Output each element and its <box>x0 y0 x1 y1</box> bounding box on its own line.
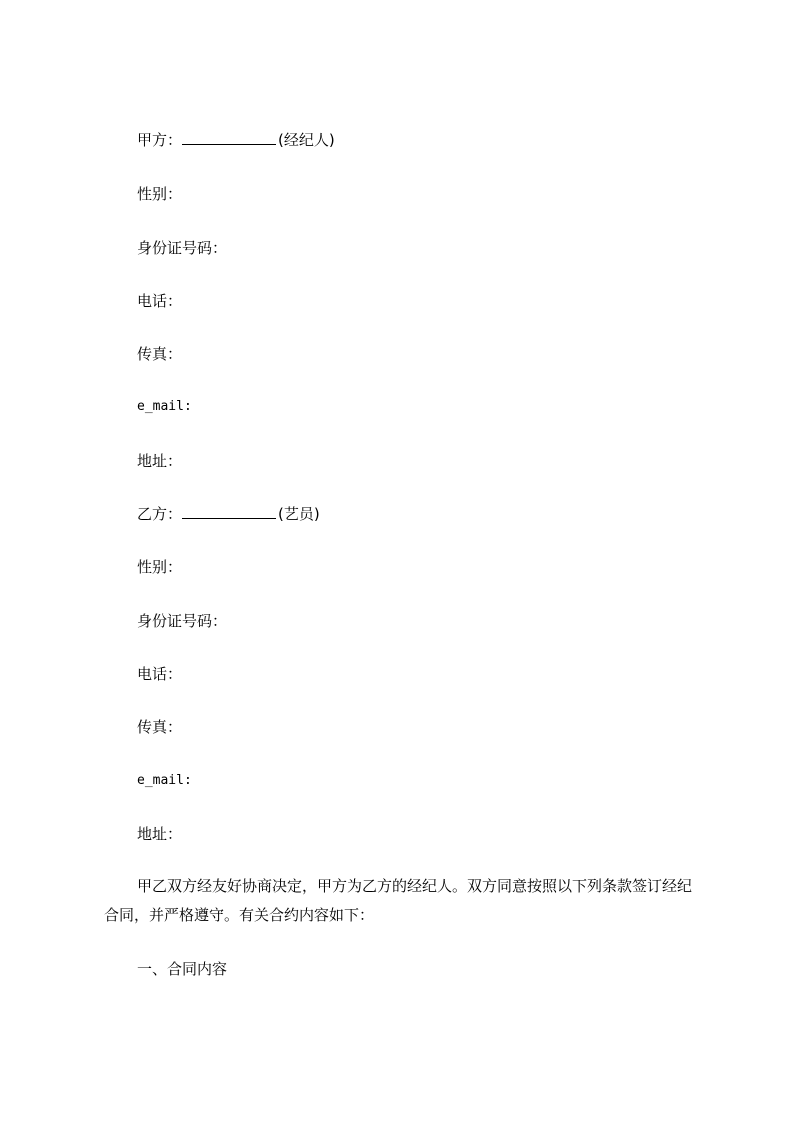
section-1-heading: 一、合同内容 <box>137 960 228 978</box>
party-b-label: 乙方： <box>137 505 183 523</box>
party-a-address-label: 地址： <box>137 452 183 470</box>
party-a-phone-label: 电话： <box>137 292 183 310</box>
party-a-fax-label: 传真： <box>137 345 183 363</box>
intro-paragraph: 甲乙双方经友好协商决定，甲方为乙方的经纪人。双方同意按照以下列条款签订经纪合同，并严格遵守。有关合约内容如下： <box>104 877 693 924</box>
party-a-role: (经纪人) <box>278 131 335 149</box>
party-a-id-label: 身份证号码： <box>137 239 228 257</box>
party-b-email-label: e_mail: <box>137 773 192 788</box>
party-b-fax-label: 传真： <box>137 718 183 736</box>
party-b-address-label: 地址： <box>137 825 183 843</box>
party-b-id-label: 身份证号码： <box>137 612 228 630</box>
party-b-gender-label: 性别： <box>137 558 183 576</box>
party-b-name-blank <box>182 505 276 519</box>
party-a-name-blank <box>182 131 276 145</box>
party-a-email-label: e_mail: <box>137 399 192 414</box>
party-a-line <box>137 131 335 149</box>
party-b-line <box>137 505 320 523</box>
party-b-phone-label: 电话： <box>137 665 183 683</box>
party-a-gender-label: 性别： <box>137 185 183 203</box>
party-b-role: (艺员) <box>278 505 320 523</box>
party-a-label: 甲方： <box>137 131 183 149</box>
